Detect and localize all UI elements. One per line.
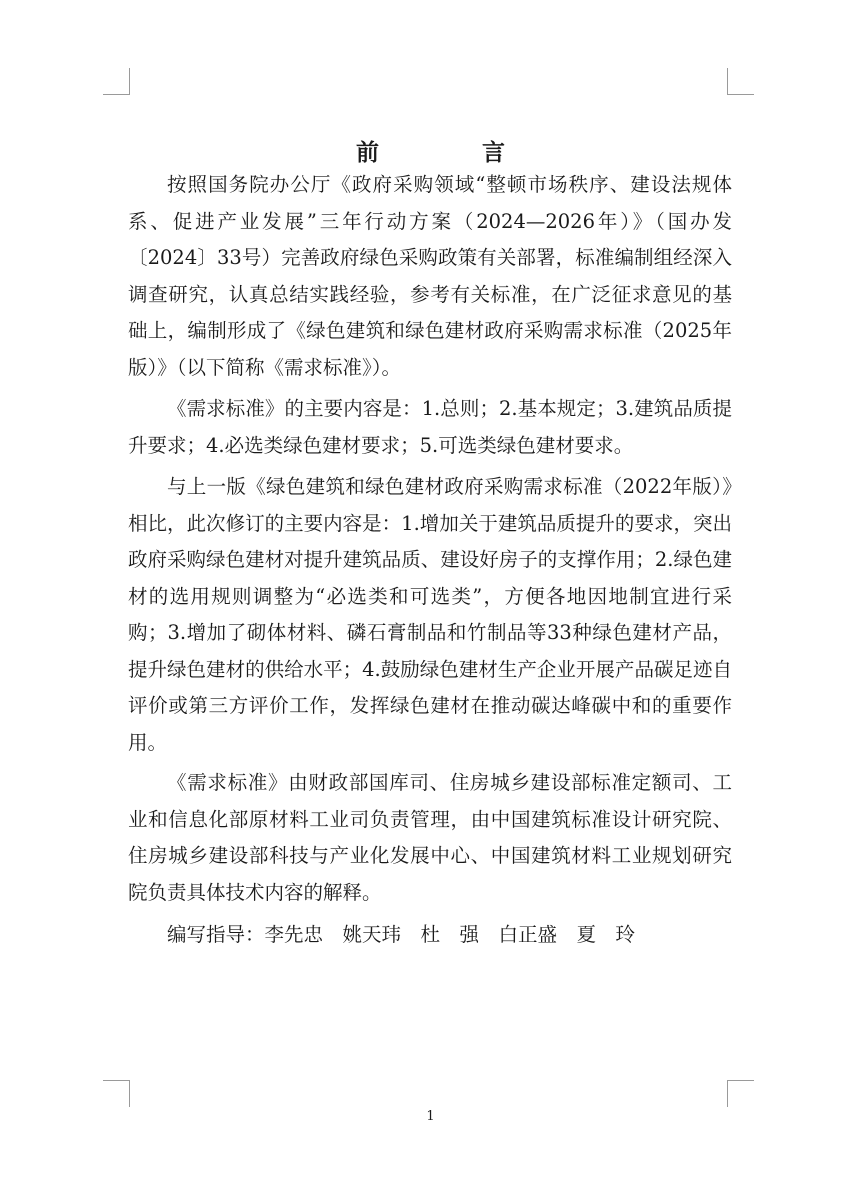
crop-mark-bottom-right bbox=[727, 1080, 754, 1107]
paragraph-management: 《需求标准》由财政部国库司、住房城乡建设部标准定额司、工业和信息化部原材料工业司负责管理，由中国建筑标准设计研究院、住房城乡建设部科技与产业化发展中心、中国建筑材料工业规划研究院负责具体技术内容的解释。 bbox=[128, 771, 732, 904]
paragraph-main-contents: 《需求标准》的主要内容是：1.总则；2.基本规定；3.建筑品质提升要求；4.必选类绿色建材要求；5.可选类绿色建材要求。 bbox=[128, 397, 732, 457]
page-title: 前 言 bbox=[356, 139, 545, 167]
page-number: 1 bbox=[426, 1109, 435, 1124]
paragraph-writing-guidance: 编写指导：李先忠 姚天玮 杜 强 白正盛 夏 玲 bbox=[167, 923, 636, 946]
paragraph-background: 按照国务院办公厅《政府采购领域“整顿市场秩序、建设法规体系、促进产业发展”三年行动方案（2024—2026年）》（国办发〔2024〕33号）完善政府绿色采购政策有关部署，标准编制组经深入调查研究，认真总结实践经验，参考有关标准，在广泛征求意见的基础上，编制形成了《绿色建筑和绿色建材政府采购需求标准（2025年版）》（以下简称《需求标准》）。 bbox=[128, 173, 732, 379]
crop-mark-top-right bbox=[727, 68, 754, 95]
paragraph-revision-contents: 与上一版《绿色建筑和绿色建材政府采购需求标准（2022年版）》相比，此次修订的主要内容是：1.增加关于建筑品质提升的要求，突出政府采购绿色建材对提升建筑品质、建设好房子的支撑作用；2.绿色建材的选用规则调整为“必选类和可选类”，方便各地因地制宜进行采购；3.增加了砌体材料、磷石膏制品和竹制品等33种绿色建材产品，提升绿色建材的供给水平；4.鼓励绿色建材生产企业开展产品碳足迹自评价或第三方评价工作，发挥绿色建材在推动碳达峰碳中和的重要作用。 bbox=[128, 475, 732, 754]
crop-mark-bottom-left bbox=[103, 1080, 130, 1107]
document-body bbox=[128, 167, 732, 954]
crop-mark-top-left bbox=[103, 68, 130, 95]
